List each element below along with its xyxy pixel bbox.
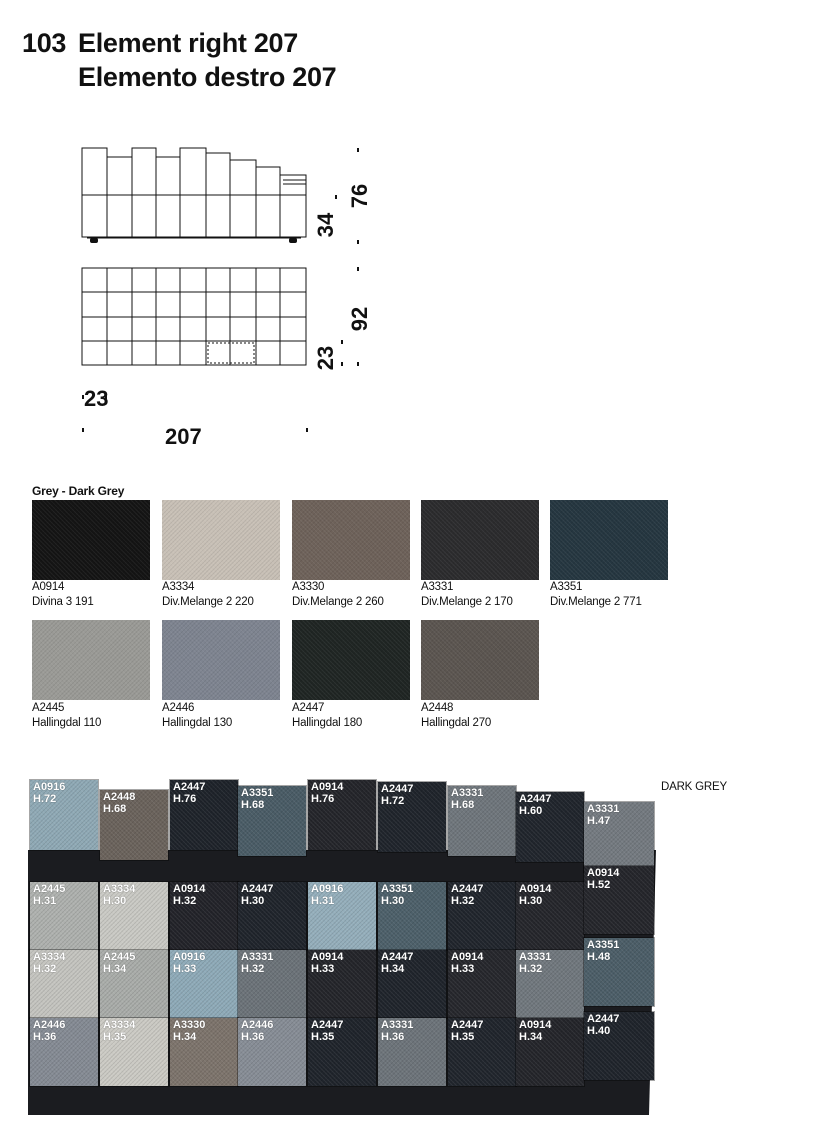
tile-label bbox=[103, 791, 135, 815]
tile-label bbox=[381, 951, 413, 975]
tile-code: A3334 bbox=[33, 951, 66, 963]
tile-label bbox=[241, 1019, 273, 1043]
swatch-code: A3334 bbox=[162, 581, 195, 593]
fabric-tile bbox=[448, 786, 516, 856]
fabric-swatch bbox=[32, 500, 150, 580]
fabric-swatch bbox=[32, 620, 150, 700]
tile-code: A3331 bbox=[451, 787, 484, 799]
fabric-tile bbox=[308, 1018, 376, 1086]
fabric-swatch bbox=[421, 620, 539, 700]
tile-height: H.68 bbox=[451, 799, 475, 811]
fabric-tile bbox=[584, 938, 654, 1006]
fabric-tile bbox=[516, 1018, 584, 1086]
tile-height: H.32 bbox=[33, 963, 57, 975]
tile-label bbox=[33, 951, 65, 975]
tile-code: A2447 bbox=[587, 1013, 620, 1025]
dimension-depth-partial: 23 bbox=[313, 345, 339, 371]
plan-view bbox=[82, 268, 306, 365]
fabric-tile bbox=[238, 1018, 306, 1086]
tile-label bbox=[33, 883, 65, 907]
swatch-code: A0914 bbox=[32, 581, 65, 593]
fabric-tile bbox=[378, 1018, 446, 1086]
tile-code: A0914 bbox=[587, 867, 620, 879]
tile-label bbox=[381, 883, 413, 907]
tile-code: A0916 bbox=[173, 951, 206, 963]
tile-height: H.60 bbox=[519, 805, 543, 817]
tile-label bbox=[587, 803, 619, 827]
tile-code: A3331 bbox=[381, 1019, 414, 1031]
tile-label bbox=[173, 951, 205, 975]
tile-code: A3330 bbox=[173, 1019, 206, 1031]
tile-height: H.30 bbox=[103, 895, 127, 907]
tile-code: A0914 bbox=[519, 883, 552, 895]
fabric-tile bbox=[30, 950, 98, 1018]
fabric-tile bbox=[516, 792, 584, 862]
fabric-tile bbox=[584, 802, 654, 872]
tile-height: H.72 bbox=[381, 795, 405, 807]
fabric-tile bbox=[170, 1018, 238, 1086]
tile-code: A0916 bbox=[33, 781, 66, 793]
tile-code: A2447 bbox=[241, 883, 274, 895]
fabric-tile bbox=[30, 780, 98, 850]
fabric-tile bbox=[30, 882, 98, 950]
fabric-tile bbox=[100, 1018, 168, 1086]
fabric-swatch bbox=[162, 620, 280, 700]
tile-height: H.32 bbox=[173, 895, 197, 907]
tile-code: A3334 bbox=[103, 883, 136, 895]
swatch-group-label: Grey - Dark Grey bbox=[32, 484, 125, 498]
tile-code: A2445 bbox=[33, 883, 66, 895]
dimension-width-total: 207 bbox=[165, 424, 202, 449]
tile-height: H.33 bbox=[311, 963, 335, 975]
tile-label bbox=[33, 781, 65, 805]
tile-label bbox=[311, 1019, 343, 1043]
swatch-code: A2448 bbox=[421, 702, 454, 714]
tile-label bbox=[103, 883, 135, 907]
fabric-swatch bbox=[292, 620, 410, 700]
swatch-code: A3331 bbox=[421, 581, 454, 593]
tile-label bbox=[587, 867, 619, 891]
tile-code: A0914 bbox=[451, 951, 484, 963]
swatch-name: Hallingdal 110 bbox=[32, 717, 102, 729]
fabric-tile bbox=[30, 1018, 98, 1086]
tile-height: H.33 bbox=[451, 963, 475, 975]
tile-height: H.76 bbox=[173, 793, 197, 805]
swatch-name: Hallingdal 130 bbox=[162, 717, 233, 729]
tile-code: A0916 bbox=[311, 883, 344, 895]
title-italian: Elemento destro 207 bbox=[78, 62, 337, 92]
tile-height: H.34 bbox=[103, 963, 127, 975]
tile-label bbox=[519, 1019, 551, 1043]
fabric-tile bbox=[378, 882, 446, 950]
fabric-tile bbox=[516, 950, 584, 1018]
dimension-side-width: 23 bbox=[84, 386, 109, 411]
fabric-tile bbox=[238, 882, 306, 950]
tile-label bbox=[587, 1013, 619, 1037]
swatch-code: A3351 bbox=[550, 581, 583, 593]
fabric-swatch bbox=[550, 500, 668, 580]
fabric-tile bbox=[308, 882, 376, 950]
tile-label bbox=[241, 883, 273, 907]
fabric-tile bbox=[100, 882, 168, 950]
fabric-tile bbox=[238, 950, 306, 1018]
fabric-tile bbox=[516, 882, 584, 950]
fabric-tile bbox=[170, 780, 238, 850]
swatch-code: A2446 bbox=[162, 702, 195, 714]
tile-code: A0914 bbox=[519, 1019, 552, 1031]
fabric-tile bbox=[308, 950, 376, 1018]
tile-height: H.40 bbox=[587, 1025, 611, 1037]
dimension-height-total: 76 bbox=[347, 183, 373, 209]
tile-height: H.52 bbox=[587, 879, 611, 891]
photo-corner-label: DARK GREY bbox=[661, 781, 727, 793]
tile-code: A2447 bbox=[451, 883, 484, 895]
tile-height: H.68 bbox=[103, 803, 127, 815]
fabric-tile bbox=[100, 790, 168, 860]
tile-height: H.32 bbox=[451, 895, 475, 907]
fabric-tile bbox=[448, 882, 516, 950]
tile-code: A3334 bbox=[103, 1019, 136, 1031]
tile-label bbox=[311, 951, 343, 975]
tile-code: A3331 bbox=[587, 803, 620, 815]
tile-code: A2446 bbox=[241, 1019, 274, 1031]
tile-height: H.30 bbox=[519, 895, 543, 907]
tile-label bbox=[241, 951, 273, 975]
tile-height: H.72 bbox=[33, 793, 57, 805]
fabric-tile bbox=[378, 950, 446, 1018]
swatch-name: Div.Melange 2 170 bbox=[421, 596, 513, 608]
swatch-name: Hallingdal 180 bbox=[292, 717, 363, 729]
tile-code: A3351 bbox=[241, 787, 274, 799]
tile-height: H.36 bbox=[241, 1031, 265, 1043]
fabric-swatch bbox=[292, 500, 410, 580]
fabric-tile bbox=[238, 786, 306, 856]
tile-label bbox=[33, 1019, 65, 1043]
tile-label bbox=[519, 883, 551, 907]
tile-height: H.47 bbox=[587, 815, 611, 827]
fabric-tile bbox=[448, 1018, 516, 1086]
tile-height: H.31 bbox=[33, 895, 57, 907]
swatch-code: A2447 bbox=[292, 702, 325, 714]
tile-code: A2448 bbox=[103, 791, 136, 803]
tile-height: H.30 bbox=[381, 895, 405, 907]
tile-label bbox=[519, 951, 551, 975]
tile-height: H.32 bbox=[241, 963, 265, 975]
tile-label bbox=[311, 883, 343, 907]
tile-code: A2447 bbox=[381, 951, 414, 963]
fabric-samples-photo bbox=[22, 780, 656, 1115]
swatch-name: Hallingdal 270 bbox=[421, 717, 492, 729]
tile-label bbox=[519, 793, 551, 817]
item-number: 103 bbox=[22, 28, 67, 58]
tile-code: A3331 bbox=[519, 951, 552, 963]
swatch-code: A3330 bbox=[292, 581, 325, 593]
tile-label bbox=[587, 939, 619, 963]
swatch-name: Div.Melange 2 220 bbox=[162, 596, 254, 608]
tile-code: A0914 bbox=[311, 781, 344, 793]
tile-height: H.68 bbox=[241, 799, 265, 811]
tile-height: H.32 bbox=[519, 963, 543, 975]
tile-code: A2446 bbox=[33, 1019, 66, 1031]
tile-height: H.36 bbox=[381, 1031, 405, 1043]
tile-height: H.30 bbox=[241, 895, 265, 907]
tile-code: A0914 bbox=[311, 951, 344, 963]
tile-code: A2447 bbox=[173, 781, 206, 793]
fabric-tile bbox=[584, 1012, 654, 1080]
elevation-view bbox=[82, 148, 306, 238]
tile-code: A2447 bbox=[519, 793, 552, 805]
tile-height: H.33 bbox=[173, 963, 197, 975]
fabric-tile bbox=[170, 950, 238, 1018]
swatch-name: Divina 3 191 bbox=[32, 596, 94, 608]
tile-code: A0914 bbox=[173, 883, 206, 895]
tile-label bbox=[381, 783, 413, 807]
tile-label bbox=[173, 1019, 205, 1043]
tile-height: H.31 bbox=[311, 895, 335, 907]
dimension-seat-height: 34 bbox=[313, 212, 339, 238]
fabric-tile bbox=[308, 780, 376, 850]
tile-label bbox=[311, 781, 343, 805]
tile-label bbox=[451, 883, 483, 907]
tile-height: H.36 bbox=[33, 1031, 57, 1043]
tile-code: A3331 bbox=[241, 951, 274, 963]
tile-code: A3351 bbox=[381, 883, 414, 895]
tile-label bbox=[241, 787, 273, 811]
tile-label bbox=[381, 1019, 413, 1043]
technical-drawing bbox=[70, 140, 380, 450]
dimension-depth-total: 92 bbox=[347, 306, 373, 332]
tile-height: H.35 bbox=[103, 1031, 127, 1043]
tile-code: A3351 bbox=[587, 939, 620, 951]
fabric-tile bbox=[170, 882, 238, 950]
tile-label bbox=[103, 951, 135, 975]
tile-code: A2447 bbox=[451, 1019, 484, 1031]
tile-height: H.35 bbox=[311, 1031, 335, 1043]
tile-label bbox=[103, 1019, 135, 1043]
fabric-tile bbox=[100, 950, 168, 1018]
tile-height: H.34 bbox=[381, 963, 405, 975]
tile-label bbox=[173, 883, 205, 907]
tile-label bbox=[451, 1019, 483, 1043]
swatch-name: Div.Melange 2 260 bbox=[292, 596, 384, 608]
tile-label bbox=[173, 781, 205, 805]
fabric-swatch bbox=[421, 500, 539, 580]
title-english: Element right 207 bbox=[78, 28, 298, 58]
tile-height: H.48 bbox=[587, 951, 611, 963]
tile-height: H.35 bbox=[451, 1031, 475, 1043]
fabric-tile bbox=[378, 782, 446, 852]
fabric-tile bbox=[448, 950, 516, 1018]
fabric-tile bbox=[584, 866, 654, 934]
tile-height: H.34 bbox=[173, 1031, 197, 1043]
tile-label bbox=[451, 787, 483, 811]
tile-code: A2445 bbox=[103, 951, 136, 963]
swatch-code: A2445 bbox=[32, 702, 65, 714]
tile-label bbox=[451, 951, 483, 975]
swatch-name: Div.Melange 2 771 bbox=[550, 596, 642, 608]
fabric-swatch bbox=[162, 500, 280, 580]
tile-code: A2447 bbox=[311, 1019, 344, 1031]
tile-code: A2447 bbox=[381, 783, 414, 795]
tile-height: H.34 bbox=[519, 1031, 543, 1043]
tile-height: H.76 bbox=[311, 793, 335, 805]
